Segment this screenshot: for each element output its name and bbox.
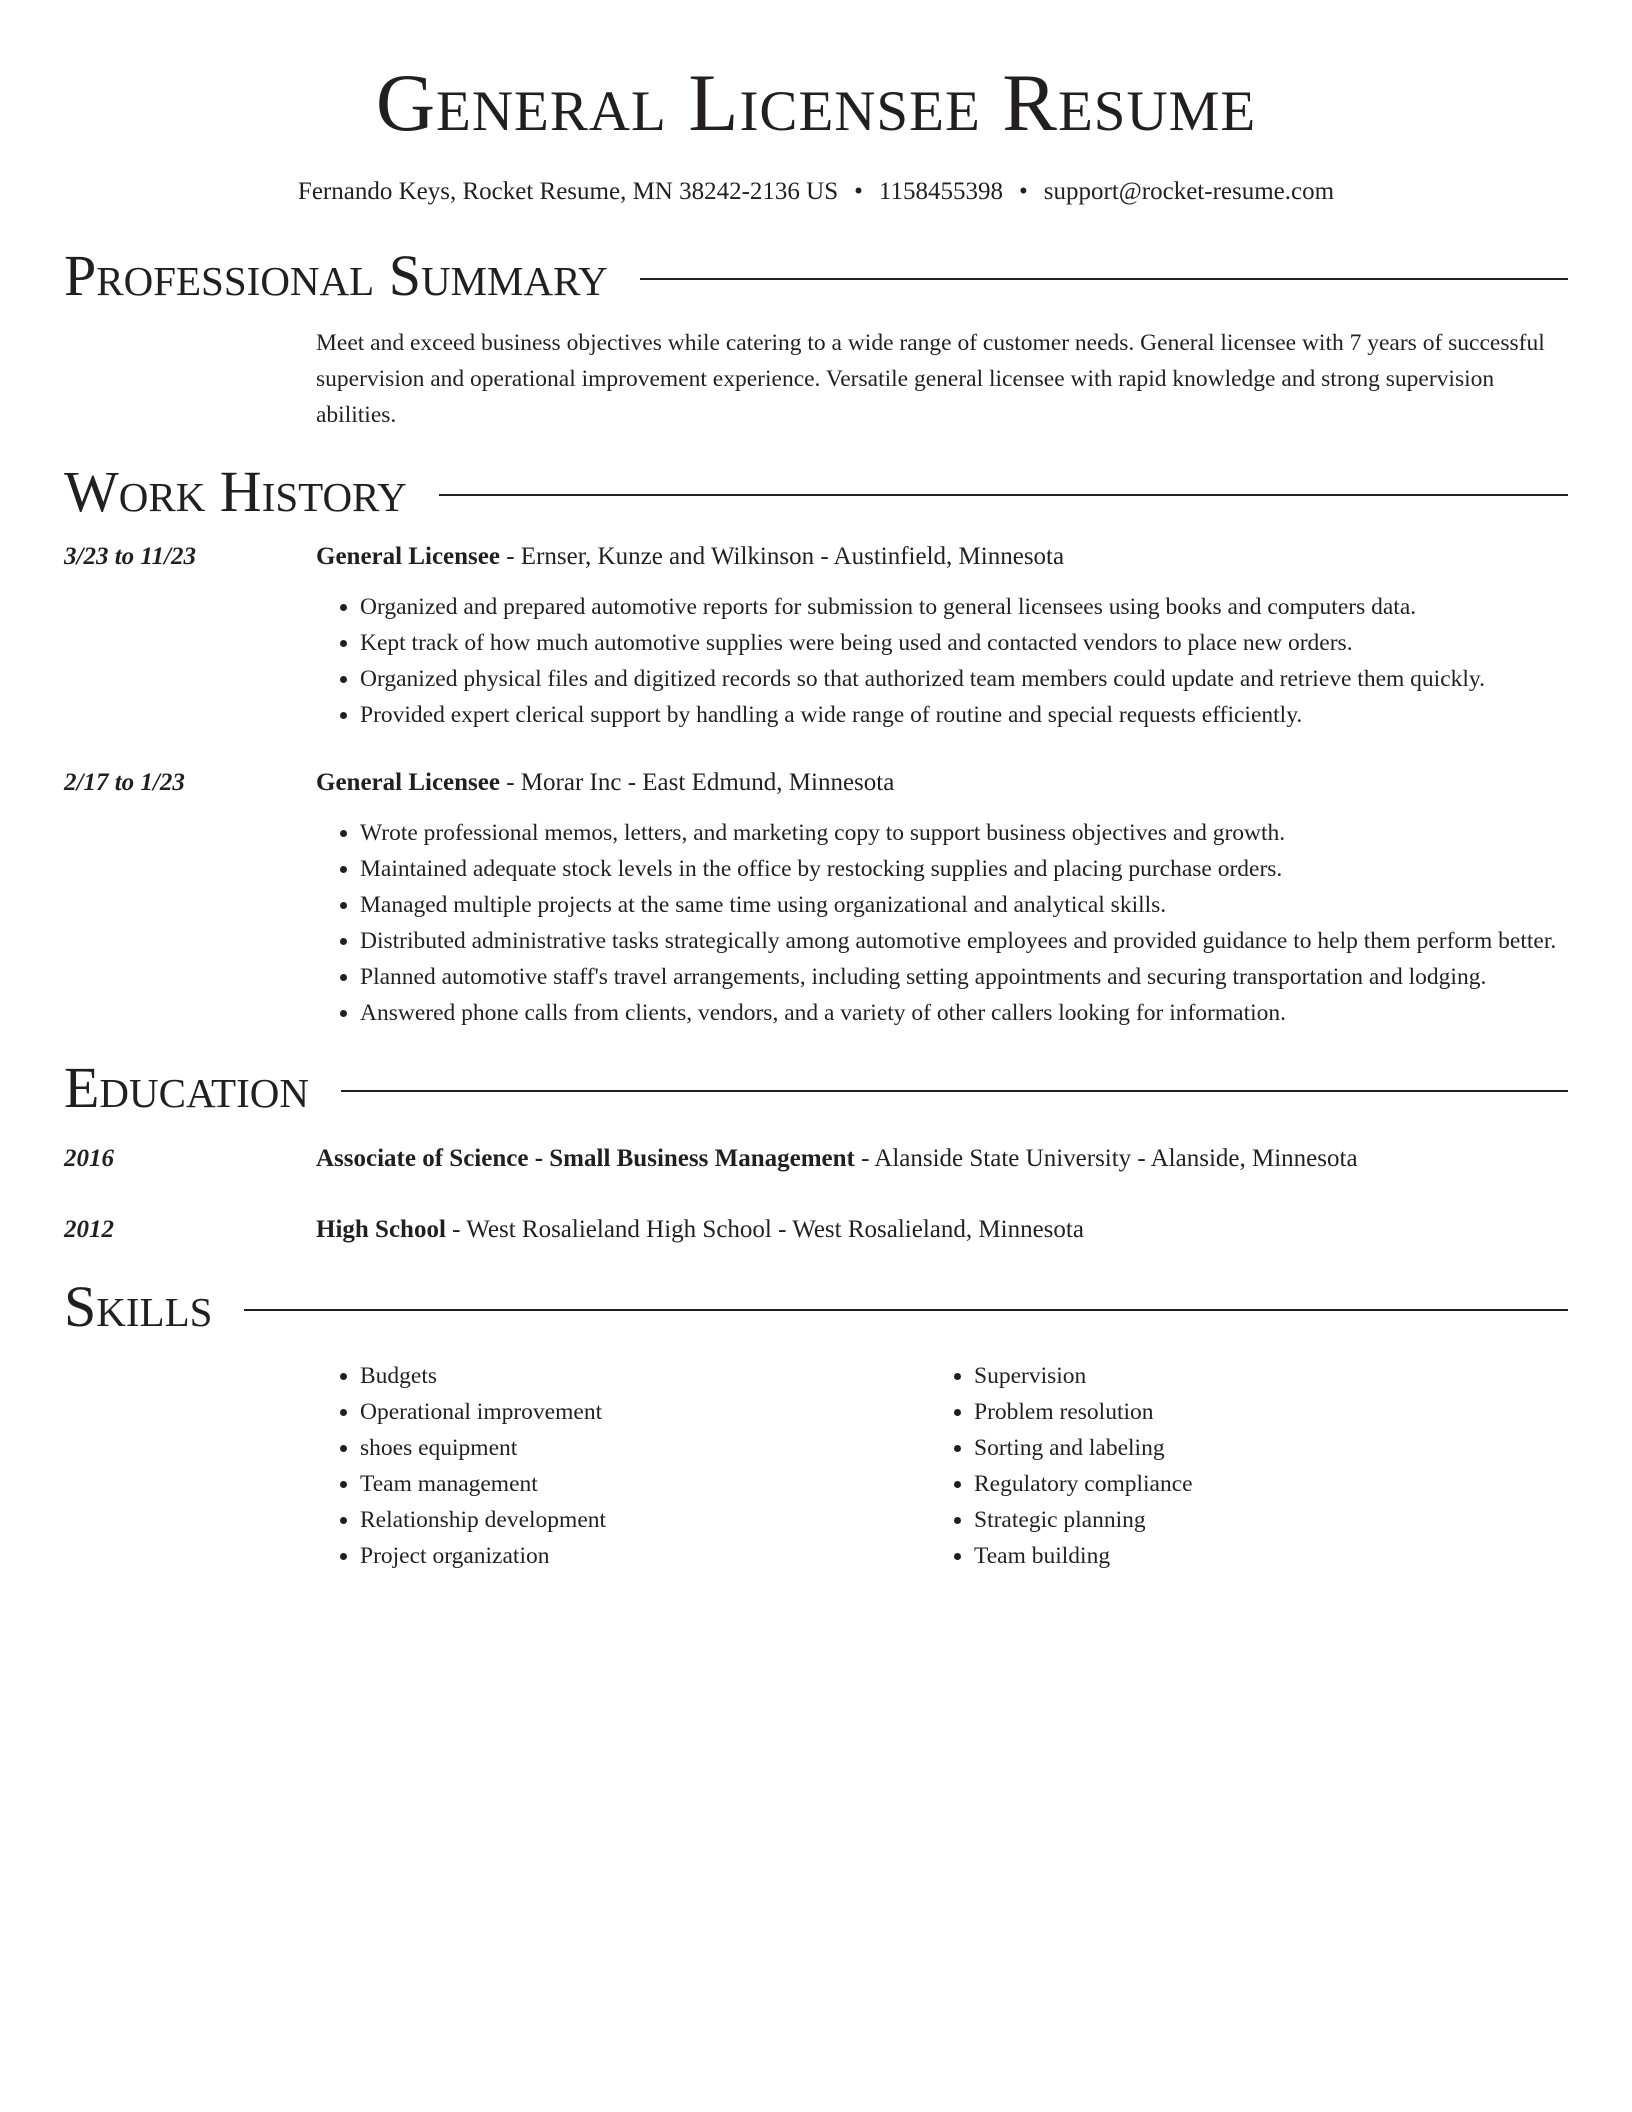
- summary-text: Meet and exceed business objectives while catering to a wide range of customer needs. General licensee with 7 years of successful supervision and operational improvement experience. Versatile general licensee with rapid knowledge and strong supervision abilities.: [316, 330, 1545, 428]
- job-entry: [64, 539, 1568, 733]
- education-degree: High School: [316, 1216, 446, 1243]
- section-divider: [640, 278, 1568, 280]
- skills-list-left: [316, 1358, 930, 1574]
- section-title-education: Education: [64, 1055, 309, 1120]
- list-item: • Answered phone calls from clients, vendors, and a variety of other callers looking for information.: [360, 995, 1568, 1031]
- education-entry: [64, 1141, 1568, 1177]
- section-header-summary: [64, 243, 1568, 308]
- skills-list-right: [930, 1358, 1544, 1574]
- section-divider: [341, 1090, 1568, 1092]
- resume-page: [64, 0, 1568, 1574]
- contact-phone: 1158455398: [878, 178, 1003, 205]
- skill-item: • Project organization: [360, 1538, 930, 1574]
- list-item: • Wrote professional memos, letters, and marketing copy to support business objectives and growth.: [360, 815, 1568, 851]
- contact-separator: •: [1019, 178, 1028, 205]
- skill-item: • Relationship development: [360, 1502, 930, 1538]
- section-divider: [439, 494, 1568, 496]
- education-year: 2016: [64, 1145, 114, 1172]
- job-title: General Licensee: [316, 769, 500, 796]
- job-heading: [316, 539, 1568, 575]
- skill-item: • Team management: [360, 1466, 930, 1502]
- skills-left-spacer: [64, 1358, 316, 1574]
- section-header-education: [64, 1055, 1568, 1120]
- education-year: 2012: [64, 1216, 114, 1243]
- contact-separator: •: [854, 178, 863, 205]
- education-entry: [64, 1212, 1568, 1248]
- contact-line: [64, 177, 1568, 207]
- contact-email: support@rocket-resume.com: [1043, 178, 1335, 205]
- skill-item: • Budgets: [360, 1358, 930, 1394]
- job-dates: 3/23 to 11/23: [64, 543, 196, 570]
- skill-item: • Supervision: [974, 1358, 1544, 1394]
- job-entry: [64, 765, 1568, 1031]
- list-item: • Organized and prepared automotive reports for submission to general licensees using books and computers data.: [360, 589, 1568, 625]
- skill-item: • shoes equipment: [360, 1430, 930, 1466]
- job-heading: [316, 765, 1568, 801]
- section-divider: [244, 1309, 1568, 1311]
- skill-item: • Team building: [974, 1538, 1544, 1574]
- list-item: • Distributed administrative tasks strategically among automotive employees and provided guidance to help them perform better.: [360, 923, 1568, 959]
- section-header-work-history: [64, 459, 1568, 524]
- list-item: • Maintained adequate stock levels in the office by restocking supplies and placing purchase orders.: [360, 851, 1568, 887]
- skill-item: • Operational improvement: [360, 1394, 930, 1430]
- skill-item: • Strategic planning: [974, 1502, 1544, 1538]
- summary-row: [64, 325, 1568, 433]
- list-item: • Organized physical files and digitized records so that authorized team members could update and retrieve them quickly.: [360, 661, 1568, 697]
- education-details: - West Rosalieland High School - West Rosalieland, Minnesota: [445, 1216, 1084, 1243]
- skill-item: • Regulatory compliance: [974, 1466, 1544, 1502]
- job-title: General Licensee: [316, 543, 500, 570]
- job-bullets: [316, 815, 1568, 1031]
- contact-address: Fernando Keys, Rocket Resume, MN 38242-2136 US: [297, 178, 839, 205]
- list-item: • Kept track of how much automotive supplies were being used and contacted vendors to place new orders.: [360, 625, 1568, 661]
- resume-title: General Licensee Resume: [375, 57, 1257, 148]
- skill-item: • Sorting and labeling: [974, 1430, 1544, 1466]
- section-header-skills: [64, 1274, 1568, 1339]
- list-item: • Managed multiple projects at the same time using organizational and analytical skills.: [360, 887, 1568, 923]
- education-details: - Alanside State University - Alanside, Minnesota: [854, 1145, 1358, 1172]
- job-bullets: [316, 589, 1568, 733]
- education-degree: Associate of Science - Small Business Management: [316, 1145, 855, 1172]
- section-title-work-history: Work History: [64, 459, 407, 524]
- skills-grid: [316, 1358, 1568, 1574]
- skills-row: [64, 1358, 1568, 1574]
- skill-item: • Problem resolution: [974, 1394, 1544, 1430]
- job-dates: 2/17 to 1/23: [64, 769, 185, 796]
- list-item: • Planned automotive staff's travel arrangements, including setting appointments and securing transportation and lodging.: [360, 959, 1568, 995]
- job-details: - Morar Inc - East Edmund, Minnesota: [499, 769, 895, 796]
- section-title-summary: Professional Summary: [64, 243, 608, 308]
- section-title-skills: Skills: [64, 1274, 213, 1339]
- list-item: • Provided expert clerical support by handling a wide range of routine and special requests efficiently.: [360, 697, 1568, 733]
- summary-left-spacer: [64, 325, 316, 433]
- job-details: - Ernser, Kunze and Wilkinson - Austinfield, Minnesota: [499, 543, 1065, 570]
